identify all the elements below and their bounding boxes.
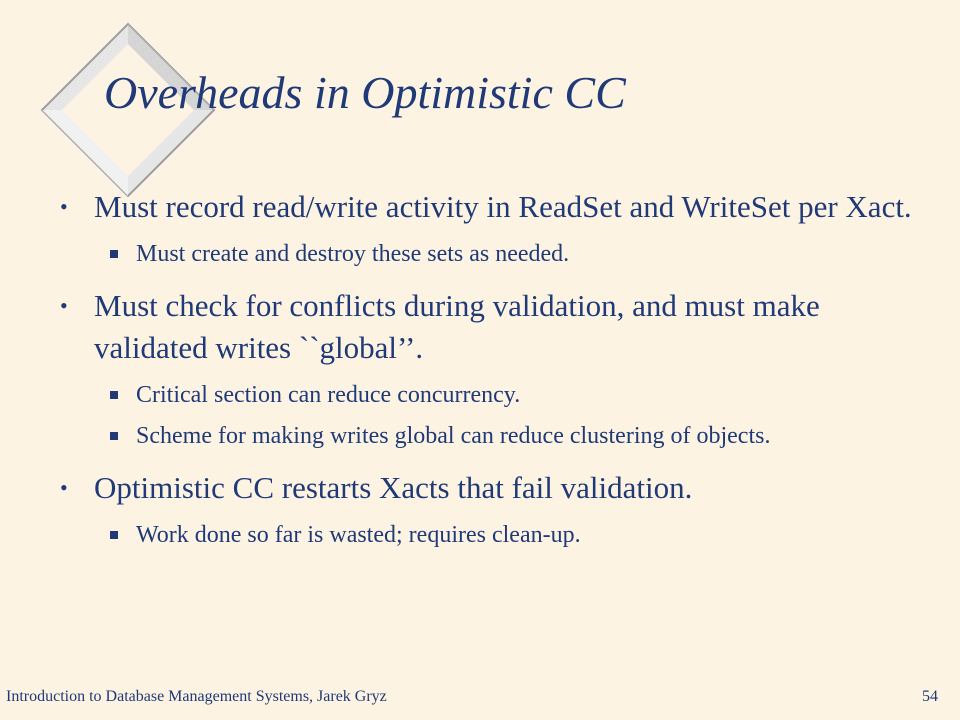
square-bullet: [110, 432, 118, 440]
bullet-text: Must check for conflicts during validation, and must make validated writes ``global’’.: [94, 288, 820, 365]
square-bullet: [110, 531, 118, 539]
sub-bullet-text: Work done so far is wasted; requires clean-up.: [136, 522, 581, 548]
sub-bullet-item: [60, 379, 920, 412]
sub-bullet-item: [60, 238, 920, 271]
bullet-item: [60, 467, 920, 509]
bullet-list: [60, 186, 920, 552]
sub-bullet-text: Critical section can reduce concurrency.: [136, 382, 521, 408]
sub-bullet-item: [60, 519, 920, 552]
bullet-text: Optimistic CC restarts Xacts that fail validation.: [94, 470, 693, 505]
square-bullet: [110, 391, 118, 399]
square-bullet: [110, 250, 118, 258]
bullet-text: Must record read/write activity in ReadSet and WriteSet per Xact.: [94, 189, 912, 224]
sub-bullet-text: Scheme for making writes global can reduce clustering of objects.: [136, 423, 771, 449]
sub-bullet-text: Must create and destroy these sets as needed.: [136, 241, 570, 267]
footer-text: Introduction to Database Management Systems, Jarek Gryz: [6, 688, 387, 705]
bullet-item: [60, 186, 920, 228]
bullet-dot: •: [60, 475, 68, 500]
bullet-dot: •: [60, 293, 68, 318]
sub-bullet-item: [60, 420, 920, 453]
slide-title: Overheads in Optimistic CC: [104, 67, 626, 118]
bullet-dot: •: [60, 194, 68, 219]
page-number: 54: [922, 688, 938, 705]
bullet-item: [60, 285, 920, 369]
